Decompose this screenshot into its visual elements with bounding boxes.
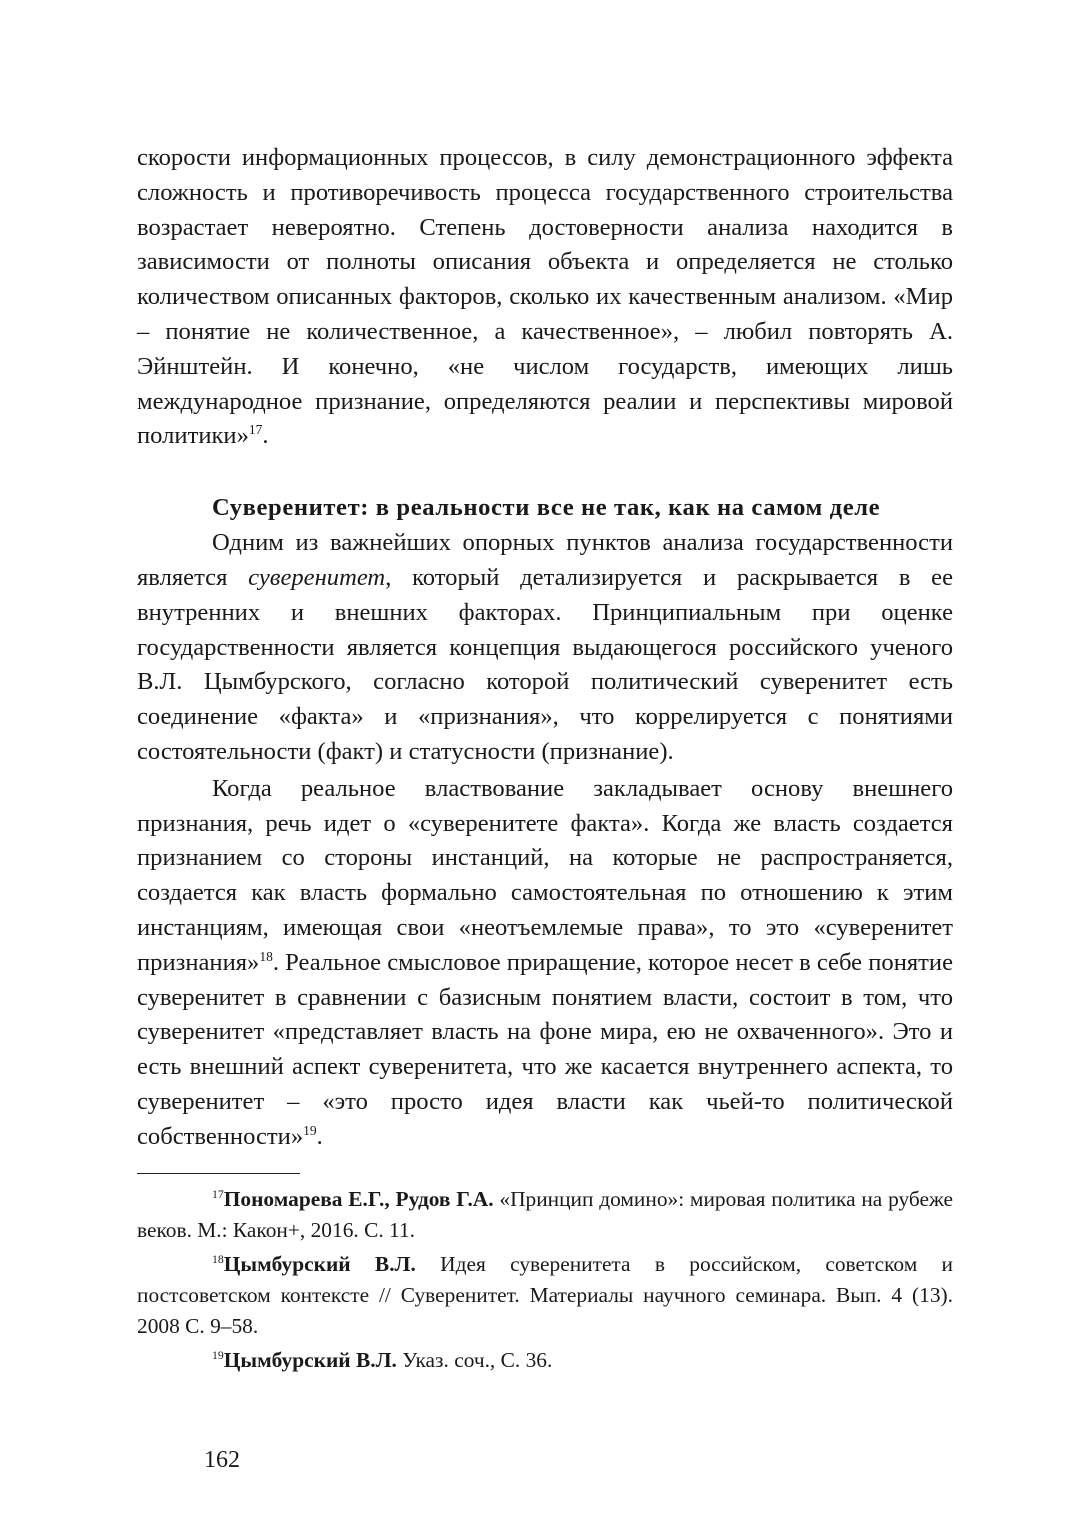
- para1-pre: Одним из важнейших опорных пунктов анализа государственности является: [137, 529, 953, 591]
- intro-paragraph: [137, 141, 953, 454]
- footnotes: [137, 1184, 953, 1376]
- footnote-18: [137, 1249, 953, 1342]
- footnote-divider: [137, 1173, 300, 1174]
- footnote-author: Пономарева Е.Г., Рудов Г.А.: [223, 1186, 494, 1211]
- section-heading: Суверенитет: в реальности все не так, как на самом деле: [212, 494, 881, 522]
- footnote-number: 18: [212, 1252, 224, 1266]
- para1-emphasis: суверенитет: [248, 563, 386, 591]
- footnote-ref-17[interactable]: 17: [248, 422, 263, 438]
- footnote-ref-18[interactable]: 18: [259, 948, 273, 964]
- footnote-text: Указ. соч., С. 36.: [396, 1347, 553, 1372]
- intro-tail: .: [262, 422, 269, 450]
- page-body: [137, 141, 953, 1376]
- footnote-19: [137, 1345, 953, 1376]
- footnote-author: Цымбурский В.Л.: [223, 1251, 416, 1276]
- para2-part2: . Реальное смысловое приращение, которое несет в себе понятие суверенитет в сравнении с базисным понятием власти, состоит в том, что суверенитет «представляет власть на фоне мира, ею не охваченного». Это и есть внешний аспект суверенитета, что же касается внутреннего аспекта, то суверенитет – «это просто идея власти как чьей-то политической собственности»: [137, 948, 953, 1150]
- paragraph-sovereignty-definition: [137, 526, 953, 770]
- page-number: 162: [204, 1447, 240, 1473]
- footnote-text: Идея суверенитета в российском, советском и постсоветском контексте // Суверенитет. Материалы научного семинара. Вып. 4 (13). 2008 С. 9–58.: [137, 1251, 954, 1338]
- para2-part1: Когда реальное властвование закладывает основу внешнего признания, речь идет о «суверенитете факта». Когда же власть создается признанием со стороны инстанций, на которые не распространяется, создается как власть формально самостоятельная по отношению к этим инстанциям, имеющая свои «неотъемлемые права», то это «суверенитет признания»: [137, 774, 953, 976]
- paragraph-sovereignty-fact-recognition: [137, 772, 953, 1155]
- footnote-ref-19[interactable]: 19: [303, 1122, 317, 1138]
- footnote-number: 19: [212, 1348, 224, 1362]
- para1-post: , который детализируется и раскрывается в ее внутренних и внешних факторах. Принципиальным при оценке государственности является концепция выдающегося российского ученого В.Л. Цымбурского, согласно которой политический суверенитет есть соединение «факта» и «признания», что коррелируется с понятиями состоятельности (факт) и статусности (признание).: [137, 563, 954, 765]
- footnote-17: [137, 1184, 953, 1246]
- footnote-author: Цымбурский В.Л.: [223, 1347, 397, 1372]
- footnote-text: «Принцип домино»: мировая политика на рубеже веков. М.: Какон+, 2016. С. 11.: [137, 1186, 953, 1242]
- footnote-number: 17: [212, 1187, 224, 1201]
- para2-tail: .: [316, 1122, 323, 1150]
- intro-text: скорости информационных процессов, в силу демонстрационного эффекта сложность и противоречивость процесса государственного строительства возрастает невероятно. Степень достоверности анализа находится в зависимости от полноты описания объекта и определяется не столько количеством описанных факторов, сколько их качественным анализом. «Мир – понятие не количественное, а качественное», – любил повторять А. Эйнштейн. И конечно, «не числом государств, имеющих лишь международное признание, определяются реалии и перспективы мировой политики»: [137, 144, 953, 450]
